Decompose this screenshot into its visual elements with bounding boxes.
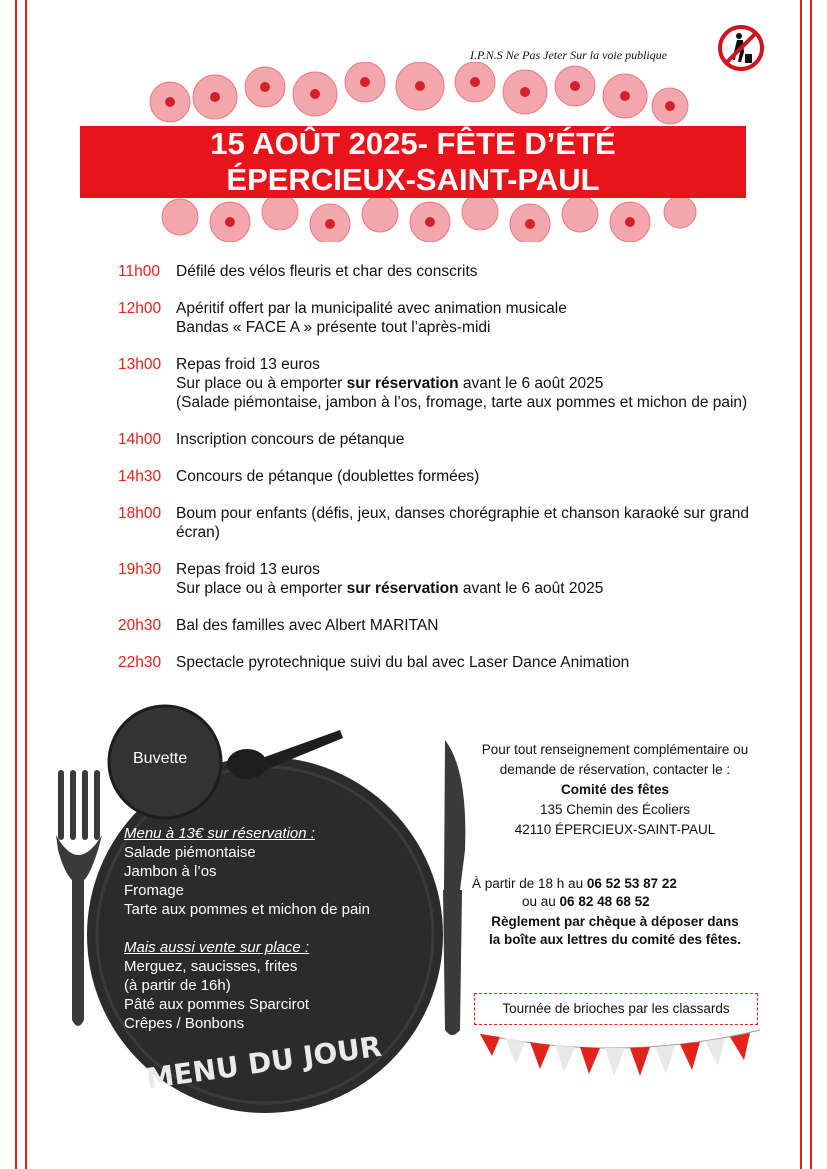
- menu-item: Tarte aux pommes et michon de pain: [124, 901, 370, 918]
- menu-item: Salade piémontaise: [124, 844, 256, 861]
- knife-icon: [443, 740, 465, 1035]
- menu-text: [124, 824, 370, 1033]
- phone-2: 06 82 48 68 52: [559, 894, 650, 909]
- schedule-list: [118, 262, 758, 690]
- schedule-time: 20h30: [118, 617, 162, 634]
- schedule-text: Inscription concours de pétanque: [176, 431, 405, 448]
- contact-address-1: 135 Chemin des Écoliers: [539, 802, 691, 817]
- schedule-item: [118, 504, 758, 542]
- left-border: [15, 0, 27, 1169]
- schedule-time: 12h00: [118, 300, 162, 317]
- menu-item: Pâté aux pommes Sparcirot: [124, 996, 310, 1013]
- schedule-text: Concours de pétanque (doublettes formées): [176, 468, 480, 485]
- schedule-text: Sur place ou à emporter: [176, 375, 347, 392]
- schedule-time: 14h00: [118, 431, 162, 448]
- tournee-box: Tournée de brioches par les classards: [474, 993, 758, 1025]
- title-line-2: ÉPERCIEUX-SAINT-PAUL: [226, 162, 600, 197]
- schedule-text: Apéritif offert par la municipalité avec animation musicale: [176, 300, 567, 317]
- plate-label: MENU DU JOUR: [143, 1029, 384, 1096]
- contact-intro: Pour tout renseignement complémentaire ou demande de réservation, contacter le :: [481, 742, 749, 777]
- menu-item: (à partir de 16h): [124, 977, 231, 994]
- menu-item: Fromage: [124, 882, 185, 899]
- no-littering-icon: [717, 24, 765, 72]
- contact-address-2: 42110 ÉPERCIEUX-SAINT-PAUL: [514, 822, 716, 837]
- schedule-time: 14h30: [118, 468, 162, 485]
- schedule-text: Repas froid 13 euros: [176, 561, 320, 578]
- schedule-item: [118, 262, 758, 281]
- schedule-text: avant le 6 août 2025: [458, 580, 604, 597]
- contact-org: Comité des fêtes: [560, 782, 670, 797]
- schedule-time: 19h30: [118, 561, 162, 578]
- buvette-label: Buvette: [133, 750, 188, 767]
- schedule-text: Repas froid 13 euros: [176, 356, 320, 373]
- menu-item: Merguez, saucisses, frites: [124, 958, 298, 975]
- schedule-item: [118, 653, 758, 672]
- schedule-text: avant le 6 août 2025: [458, 375, 604, 392]
- schedule-item: [118, 467, 758, 486]
- schedule-item: [118, 616, 758, 635]
- title-banner: [80, 126, 746, 198]
- phone-1: 06 52 53 87 22: [586, 876, 677, 891]
- schedule-text: Spectacle pyrotechnique suivi du bal avec Laser Dance Animation: [176, 654, 630, 671]
- title-line-1: 15 AOÛT 2025- FÊTE D’ÉTÉ: [210, 126, 616, 161]
- schedule-time: 18h00: [118, 505, 162, 522]
- schedule-time: 11h00: [118, 263, 160, 280]
- menu-item: Crêpes / Bonbons: [124, 1015, 245, 1032]
- schedule-item: [118, 299, 758, 337]
- schedule-text: Sur place ou à emporter: [176, 580, 347, 597]
- schedule-text: Défilé des vélos fleuris et char des conscrits: [176, 263, 478, 280]
- schedule-item: [118, 355, 758, 412]
- menu-item: Jambon à l’os: [124, 863, 217, 880]
- reservation-emphasis: sur réservation: [346, 375, 459, 392]
- schedule-time: 22h30: [118, 654, 162, 671]
- payment-note: Règlement par chèque à déposer dans la boîte aux lettres du comité des fêtes.: [488, 914, 742, 947]
- schedule-item: [118, 560, 758, 598]
- schedule-text: (Salade piémontaise, jambon à l’os, fromage, tarte aux pommes et michon de pain): [176, 394, 748, 411]
- phone-mid: ou au: [522, 894, 560, 909]
- menu-heading: Menu à 13€ sur réservation :: [124, 825, 315, 842]
- right-border: [800, 0, 812, 1169]
- schedule-text: Bandas « FACE A » présente tout l’après-midi: [176, 319, 491, 336]
- phone-block: [470, 875, 760, 949]
- schedule-text: Boum pour enfants (défis, jeux, danses chorégraphie et chanson karaoké sur grand écran): [176, 505, 749, 541]
- contact-block: [480, 740, 750, 840]
- schedule-item: [118, 430, 758, 449]
- reservation-emphasis: sur réservation: [346, 580, 459, 597]
- menu-heading: Mais aussi vente sur place :: [124, 939, 310, 956]
- bunting-decoration: [470, 1024, 770, 1094]
- ipns-notice: I.P.N.S Ne Pas Jeter Sur la voie publique: [470, 48, 668, 62]
- schedule-text: Bal des familles avec Albert MARITAN: [176, 617, 439, 634]
- phone-prefix: À partir de 18 h au: [472, 876, 587, 891]
- schedule-time: 13h00: [118, 356, 162, 373]
